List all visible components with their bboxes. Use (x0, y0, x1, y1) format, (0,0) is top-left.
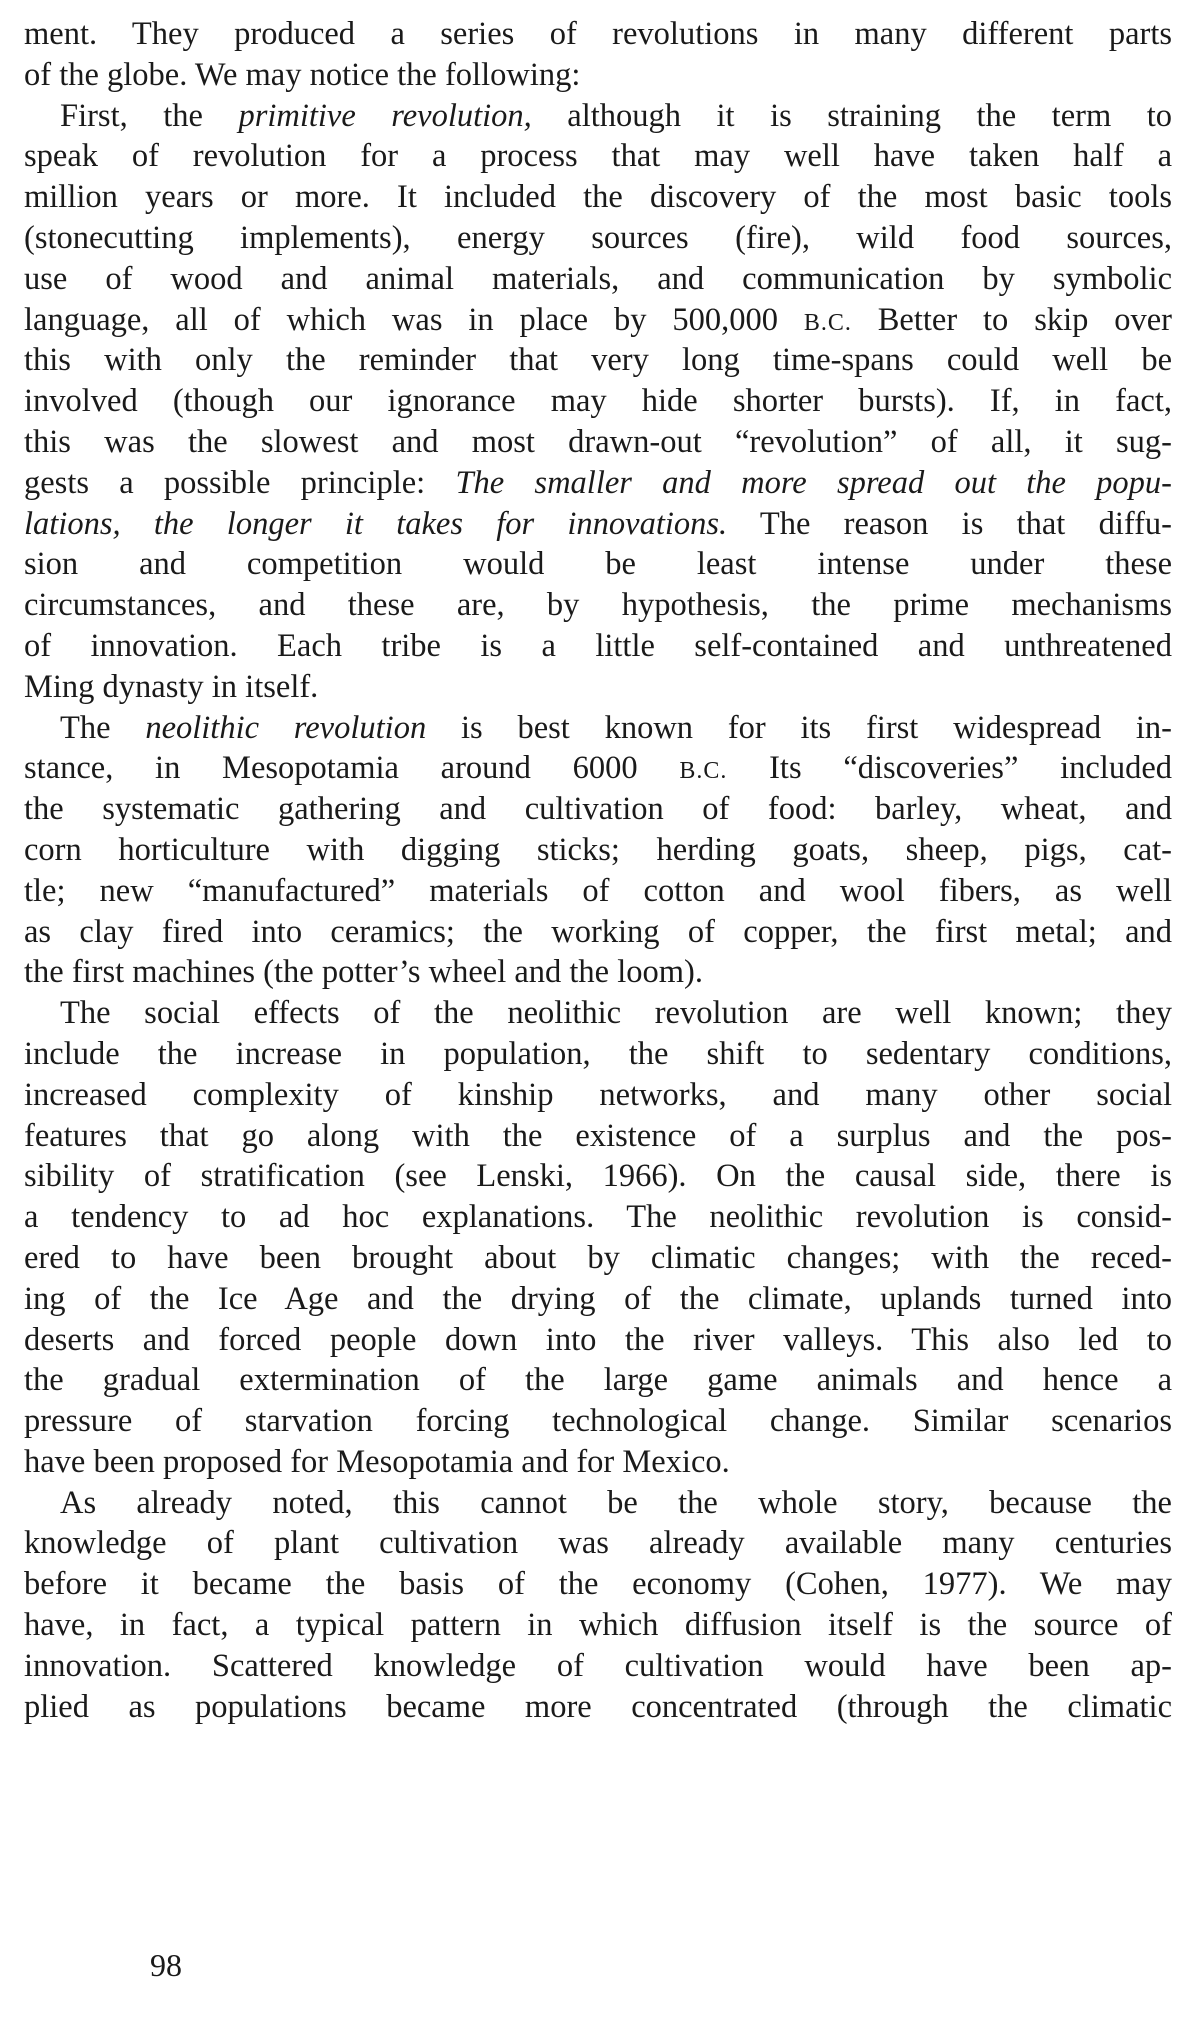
text-line: include the increase in population, the shift to sedentary conditions, (24, 1035, 1172, 1072)
text-line: use of wood and animal materials, and communication by symbolic (24, 260, 1172, 297)
text-line: circumstances, and these are, by hypothesis, the prime mechanisms (24, 587, 1172, 624)
text-line: innovation. Scattered knowledge of cultivation would have been ap- (24, 1647, 1172, 1684)
text-line: tle; new “manufactured” materials of cotton and wool fibers, as well (24, 872, 1172, 909)
text-line: this with only the reminder that very long time-spans could well be (24, 342, 1172, 379)
text-line: before it became the basis of the economy (Cohen, 1977). We may (24, 1566, 1172, 1603)
text-line: the systematic gathering and cultivation of food: barley, wheat, and (24, 791, 1172, 828)
text-line: ered to have been brought about by climatic changes; with the reced- (24, 1239, 1172, 1276)
text-line: deserts and forced people down into the river valleys. This also led to (24, 1321, 1172, 1358)
text-line: as clay fired into ceramics; the working of copper, the first metal; and (24, 913, 1172, 950)
text-line: pressure of starvation forcing technological change. Similar scenarios (24, 1403, 1172, 1440)
text-line: gests a possible principle: The smaller and more spread out the popu- (24, 464, 1172, 501)
text-line: the first machines (the potter’s wheel and the loom). (24, 954, 703, 991)
text-line: First, the primitive revolution, although it is straining the term to (60, 97, 1173, 134)
text-line: have been proposed for Mesopotamia and for Mexico. (24, 1443, 730, 1480)
italic-term: primitive revolution, (238, 97, 532, 134)
text-line: have, in fact, a typical pattern in which diffusion itself is the source of (24, 1607, 1172, 1644)
text-line: ing of the Ice Age and the drying of the climate, uplands turned into (24, 1280, 1172, 1317)
page-number: 98 (150, 1947, 182, 1983)
text-line: (stonecutting implements), energy sources (fire), wild food sources, (24, 219, 1172, 256)
text-line: sion and competition would be least intense under these (24, 546, 1172, 583)
text-line: sibility of stratification (see Lenski, 1966). On the causal side, there is (24, 1158, 1172, 1195)
text-line: involved (though our ignorance may hide shorter bursts). If, in fact, (24, 383, 1172, 420)
text-line: plied as populations became more concentrated (through the climatic (24, 1688, 1172, 1725)
text-line: stance, in Mesopotamia around 6000 B.C. Its “discoveries” included (24, 750, 1172, 787)
italic-term: neolithic revolution (145, 709, 427, 746)
text-line: Ming dynasty in itself. (24, 668, 319, 705)
text-line: corn horticulture with digging sticks; herding goats, sheep, pigs, cat- (24, 831, 1172, 868)
text-line: increased complexity of kinship networks, and many other social (24, 1076, 1172, 1113)
text-line: lations, the longer it takes for innovations. The reason is that diffu- (24, 505, 1172, 542)
text-line: features that go along with the existence of a surplus and the pos- (24, 1117, 1172, 1154)
text-line: knowledge of plant cultivation was already available many centuries (24, 1525, 1172, 1562)
text-line: this was the slowest and most drawn-out “revolution” of all, it sug- (24, 423, 1172, 460)
small-caps-era: B.C. (679, 758, 728, 785)
text-line: of the globe. We may notice the following: (24, 56, 581, 93)
text-line: The neolithic revolution is best known for its first widespread in- (60, 709, 1172, 746)
text-line: of innovation. Each tribe is a little self-contained and unthreatened (24, 627, 1172, 664)
text-line: speak of revolution for a process that may well have taken half a (24, 138, 1172, 175)
text-line: language, all of which was in place by 500,000 B.C. Better to skip over (24, 301, 1172, 338)
text-line: the gradual extermination of the large game animals and hence a (24, 1362, 1172, 1399)
italic-principle: lations, the longer it takes for innovations. (24, 505, 728, 542)
text-line: As already noted, this cannot be the whole story, because the (60, 1484, 1172, 1521)
text-line: million years or more. It included the discovery of the most basic tools (24, 179, 1172, 216)
body-text (24, 14, 1172, 1727)
text-line: a tendency to ad hoc explanations. The neolithic revolution is consid- (24, 1199, 1172, 1236)
small-caps-era: B.C. (803, 309, 852, 336)
text-line: The social effects of the neolithic revolution are well known; they (60, 995, 1172, 1032)
italic-principle: The smaller and more spread out the popu- (455, 464, 1172, 501)
text-line: ment. They produced a series of revolutions in many different parts (24, 16, 1172, 52)
